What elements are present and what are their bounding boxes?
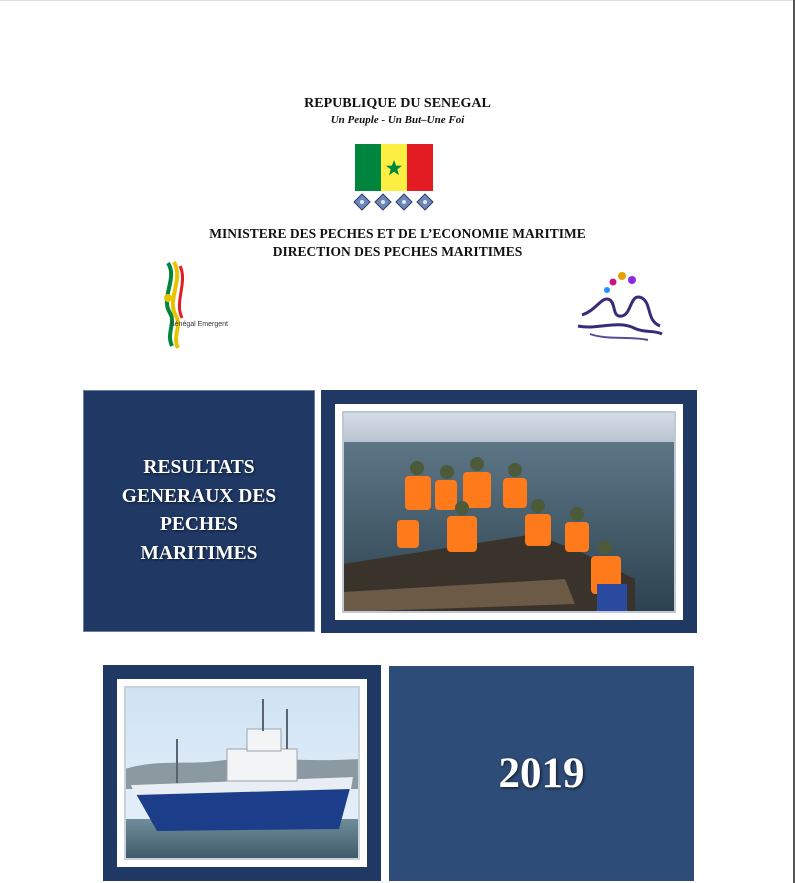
senegal-emergent-logo bbox=[148, 258, 228, 350]
report-year: 2019 bbox=[498, 750, 585, 797]
trawler-photo-border bbox=[117, 679, 367, 867]
page-top-edge bbox=[0, 0, 795, 1]
senegal-flag bbox=[355, 144, 433, 191]
flag-green-band bbox=[355, 144, 381, 191]
fishermen-photo-border bbox=[335, 404, 683, 620]
direction-heading: DIRECTION DES PECHES MARITIMES bbox=[272, 244, 523, 259]
report-year-panel bbox=[389, 666, 694, 881]
national-motto: Un Peuple - Un But–Une Foi bbox=[330, 114, 465, 126]
fishermen-photo-frame bbox=[321, 390, 697, 633]
fishermen-boat-photo bbox=[335, 404, 683, 620]
ministry-heading: MINISTERE DES PECHES ET DE L’ECONOMIE MARITIME bbox=[209, 226, 586, 241]
report-title: RESULTATS GENERAUX DES PECHES MARITIMES bbox=[121, 457, 277, 564]
flag-yellow-band bbox=[381, 144, 407, 191]
republic-heading: REPUBLIQUE DU SENEGAL bbox=[304, 96, 491, 111]
trawler-photo-frame bbox=[103, 665, 381, 881]
fishing-trawler-photo bbox=[117, 679, 367, 867]
fisheries-direction-logo bbox=[572, 270, 664, 346]
flag-red-band bbox=[407, 144, 433, 191]
emergent-logo-text: Sénégal Emergent bbox=[170, 321, 228, 328]
decorative-diamonds-icon bbox=[351, 192, 435, 212]
flag-star-icon bbox=[381, 144, 407, 191]
report-title-panel bbox=[83, 390, 315, 632]
